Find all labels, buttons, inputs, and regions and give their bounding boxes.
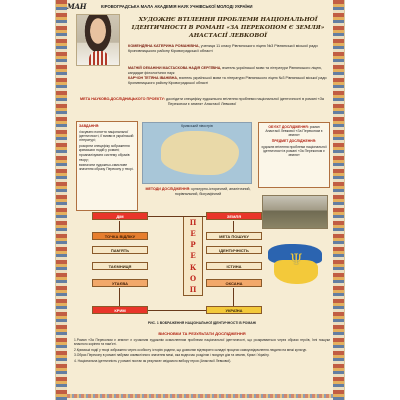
task-item: проаналізувати систему образів твору; — [79, 153, 130, 162]
figure-caption: РИС. 1 ВОБРАЖЕННЯ НАЦІОНАЛЬНОЇ ІДЕНТИЧНОСТІ В РОМАНІ — [147, 321, 257, 325]
object-box — [258, 122, 330, 188]
author-info — [128, 44, 332, 54]
node-left-2: ПАМ'ЯТЬ — [92, 246, 148, 254]
subject-text: художнє втілення проблеми національної ідентичності в романі «За Перекопом є земля» — [261, 144, 327, 157]
perekop-letter: Е — [190, 229, 196, 239]
perekop-letter: О — [189, 273, 197, 283]
header-bar — [67, 2, 333, 11]
author-details: учениця 11 класу Рівнянського ліцею №3 Рівнянської міської ради Кропивницького району Кіровоградської області — [128, 44, 318, 53]
supervisor-2-details: вчитель української мови та літератури Рівнянського ліцею №3 Рівнянської міської ради Кропивницького району Кіровоградської області — [128, 76, 327, 85]
research-goal — [76, 97, 328, 107]
trident-icon: Ψ — [290, 252, 303, 268]
map-caption: Кримський півострів — [181, 124, 213, 128]
conclusion-item: 2.Кримські події у творі зображено через особисту історію родини, що дозволяє відтворити складні процеси самоусвідомлення людини на межі культур. — [74, 347, 308, 352]
task-item: розкрити специфіку зображення кримських подій у романі; — [79, 143, 130, 152]
crimea-map — [142, 122, 252, 184]
node-right-4: ОКСАНА — [206, 279, 262, 287]
subject-label: ПРЕДМЕТ ДОСЛІДЖЕННЯ: — [271, 139, 317, 143]
author-photo — [76, 14, 120, 66]
node-ukraine: УКРАЇНА — [206, 306, 262, 314]
left-ornament — [56, 0, 67, 400]
arrow-left-top — [119, 221, 120, 232]
arrow-right-top — [233, 221, 234, 232]
author-name: КОМЕНДЯНА КАТЕРИНА РОМАНІВНА, — [128, 44, 200, 48]
embroidered-shirt — [89, 51, 109, 65]
node-left-1: ТОЧКА ВІДЛІКУ — [92, 232, 148, 240]
poster-title: ХУДОЖНЄ ВТІЛЕННЯ ПРОБЛЕМИ НАЦІОНАЛЬНОЇ ІДЕНТИЧНОСТІ В РОМАНІ «ЗА ПЕРЕКОПОМ Є ЗЕМЛЯ» АНАСТАСІЇ ЛЕВКОВОЇ — [131, 17, 325, 39]
methods-text: культурно-історичний, аналітичний, порівняльний, біографічний — [174, 187, 251, 196]
research-methods — [142, 187, 254, 196]
methods-label: МЕТОДИ ДОСЛІДЖЕННЯ: — [145, 187, 191, 191]
perekop-column — [183, 216, 203, 296]
supervisor-2-name: КАРЧОН ТЕТЯНА ІВАНІВНА, — [128, 76, 178, 81]
arrow-left-bottom — [119, 288, 120, 306]
conclusions — [74, 338, 330, 364]
connector-top — [148, 216, 206, 217]
footer-ornament — [67, 394, 333, 398]
tasks-label: ЗАВДАННЯ: — [79, 124, 100, 128]
conclusion-item: 4. Національна ідентичність у романі постає як результат свідомого вибору героя (Анастасії Левкової). — [74, 358, 232, 363]
institution-name: КІРОВОГРАДСЬКА МАЛА АКАДЕМІЯ НАУК УЧНІВСЬКОЇ МОЛОДІ УКРАЇНИ — [101, 4, 253, 9]
node-right-3: ІСТИНА — [206, 262, 262, 270]
perekop-letter: П — [189, 218, 197, 228]
conclusions-title: ВИСНОВКИ ТА РЕЗУЛЬТАТИ ДОСЛІДЖЕННЯ — [158, 331, 246, 336]
supervisors — [128, 66, 332, 86]
ukraine-crimea-map — [266, 240, 324, 290]
object-text: роман Анастасії Левкової «За Перекопом є земля» — [265, 125, 323, 138]
connector-bottom — [148, 310, 206, 311]
node-right-2: ІДЕНТИЧНІСТЬ — [206, 246, 262, 254]
conclusion-item: 1.Роман «За Перекопом є земля» є сучасним художнім осмисленням проблеми національної ідентичності, що розкривається через образи героїв, їхні пошуки власного коріння та памʼяті. — [74, 338, 330, 347]
perekop-letter: Е — [190, 251, 196, 261]
supervisor-1 — [128, 66, 332, 75]
crimea-land — [161, 131, 239, 175]
task-item: з'ясувати поняття національної ідентичності, її вияви в українській літературі; — [79, 129, 134, 142]
conclusion-item: 3.Образ Перекопу в романі набуває символічного значення межі, яка водночас розділяє і поєднує дім та землю, Крим і Україну. — [74, 353, 270, 358]
supervisor-2 — [128, 76, 332, 85]
goal-text: дослідити специфіку художнього втілення проблеми національної ідентичності в романі «За Перекопом є земля» Анастасії Левкової — [166, 97, 324, 106]
arrow-right-bottom — [233, 288, 234, 306]
node-left-3: ТАЄМНИЦЯ — [92, 262, 148, 270]
tasks-box — [76, 121, 138, 211]
perekop-letter: Р — [190, 240, 196, 250]
right-ornament — [333, 0, 344, 400]
node-crimea: КРИМ — [92, 306, 148, 314]
perekop-letter: К — [189, 262, 197, 272]
node-left-4: УТАЄВА — [92, 279, 148, 287]
task-item: визначити художньо-смислове значення образу Перекопу у творі. — [79, 163, 134, 172]
supervisor-1-name: МАГНІЙ ОЕКАНІНИ МАСТАСКОВА НАДІЯ СЕРГІЇВНА, — [128, 66, 222, 70]
object-label: ОБ'ЄКТ ДОСЛІДЖЕННЯ: — [268, 125, 309, 129]
goal-label: МЕТА НАУКОВО-ДОСЛІДНИЦЬКОГО ПРОЕКТУ: — [80, 97, 165, 101]
perekop-letter: П — [189, 284, 197, 294]
node-home: ДІМ — [92, 212, 148, 220]
landscape-photo — [262, 195, 328, 229]
supervisor-1-details: вчитель української мови та літератури Рівнянського ліцею, кандидат філологічних наук — [128, 66, 322, 75]
academy-logo: МАН — [67, 2, 87, 11]
node-right-1: МЕТА ПОШУКУ — [206, 232, 262, 240]
poster — [56, 0, 344, 400]
node-land: ЗЕМЛЯ — [206, 212, 262, 220]
